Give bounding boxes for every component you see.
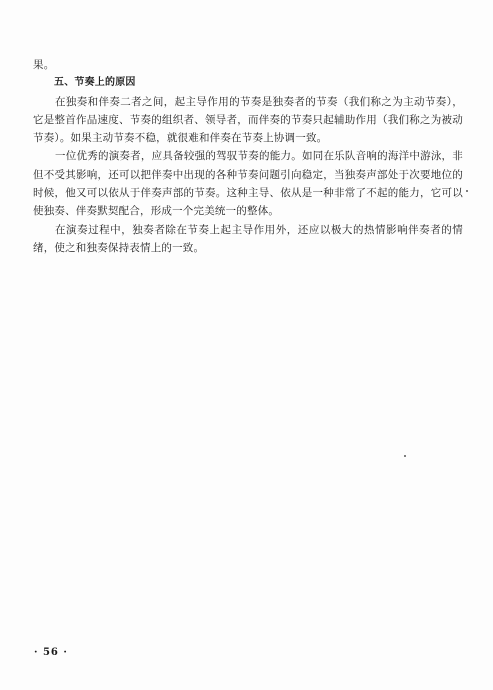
paragraph-1: 在独奏和伴奏二者之间，起主导作用的节奏是独奏者的节奏（我们称之为主动节奏），它是整首作品速度、节奏的组织者、领导者，而伴奏的节奏只起辅助作用（我们称之为被动节奏）。如果主动节奏不稳，就很难和伴奏在节奏上协调一致。 <box>33 95 463 145</box>
paragraph-2: 一位优秀的演奏者，应具备较强的驾驭节奏的能力。如同在乐队音响的海洋中游泳，非但不受其影响，还可以把伴奏中出现的各种节奏问题引向稳定，当独奏声部处于次要地位的时候，他又可以依从于伴奏声部的节奏。这种主导、依从是一种非常了不起的能力，它可以使独奏、伴奏默契配合，形成一个完美统一的整体。 <box>33 150 463 218</box>
scan-speck <box>404 455 406 457</box>
paragraph-3: 在演奏过程中，独奏者除在节奏上起主导作用外，还应以极大的热情影响伴奏者的情绪，使之和独奏保持表情上的一致。 <box>33 223 463 254</box>
section-heading: 五、节奏上的原因 <box>54 77 136 89</box>
continued-paragraph: 果。 <box>33 59 55 71</box>
scan-speck <box>466 190 468 192</box>
body-text <box>33 56 463 257</box>
page-number: · 56 · <box>34 647 68 658</box>
